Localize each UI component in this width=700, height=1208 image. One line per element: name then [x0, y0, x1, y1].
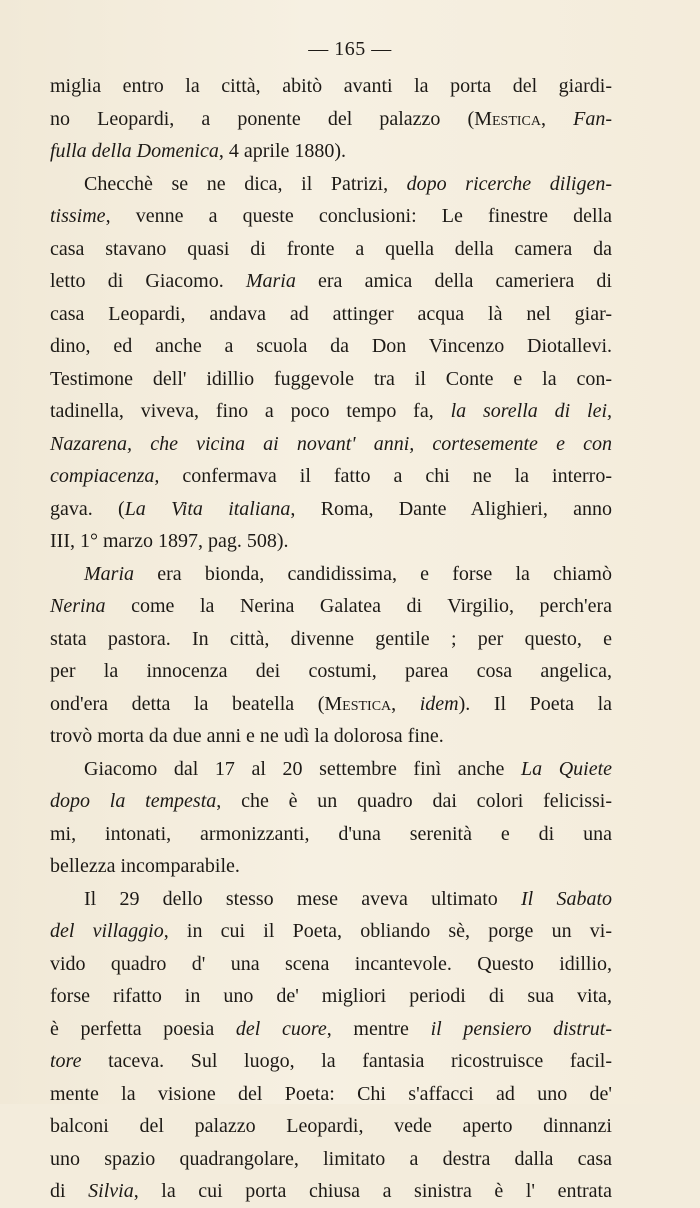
text-run: la sorella di lei,: [450, 400, 613, 422]
text-run: è perfetta poesia: [50, 1017, 236, 1040]
text-run: , Roma, Dante Alighieri, anno: [290, 497, 612, 520]
text-line: [50, 428, 612, 461]
text-line: [50, 688, 612, 721]
text-line: [50, 265, 612, 298]
text-run: , in cui il Poeta, obliando sè, porge un vi-: [163, 920, 612, 942]
text-run: del villaggio: [50, 920, 164, 942]
text-run: , la cui porta chiusa a sinistra è l' entrata: [133, 1180, 612, 1202]
text-run: ,: [541, 107, 574, 130]
text-line: [50, 753, 612, 786]
text-run: ). Il Poeta la: [458, 692, 613, 715]
text-line: [50, 298, 612, 331]
text-line: [50, 135, 612, 168]
text-line: [50, 980, 612, 1013]
text-line: [50, 395, 612, 428]
text-run: come la Nerina Galatea di Virgilio, perch'era: [105, 595, 612, 617]
text-line: [50, 1045, 612, 1078]
text-run: Mestica: [474, 107, 541, 130]
text-line: [50, 948, 612, 981]
text-line: [50, 70, 612, 103]
text-run: il pensiero distrut-: [430, 1017, 612, 1040]
text-run: La Quiete: [520, 757, 612, 780]
text-run: era bionda, candidissima, e forse la chiamò: [134, 562, 612, 585]
text-run: Il Sabato: [521, 887, 613, 910]
text-run: Maria: [84, 562, 134, 585]
text-run: Mestica: [324, 692, 392, 715]
text-run: del cuore: [235, 1017, 327, 1040]
text-line: [50, 850, 612, 883]
text-run: , che è un quadro dai colori felicissi-: [216, 790, 612, 812]
text-run: confermava il fatto a chi ne la interro-: [159, 465, 612, 487]
text-line: [50, 460, 612, 493]
text-line: [50, 1013, 612, 1046]
text-run: idem: [419, 692, 459, 715]
text-run: gava. (: [50, 497, 125, 520]
text-line: [50, 330, 612, 363]
text-line: [50, 363, 612, 396]
text-line: [50, 1110, 612, 1143]
text-run: Il 29 dello stesso mese aveva ultimato: [84, 887, 521, 910]
text-line: [50, 818, 612, 851]
text-run: Maria: [245, 270, 296, 292]
text-run: ,: [391, 692, 420, 715]
text-run: era amica della cameriera di: [295, 270, 612, 292]
page-number: — 165 —: [308, 38, 392, 60]
text-line: [50, 1143, 612, 1176]
text-line: [50, 1175, 612, 1208]
text-line: [50, 785, 612, 818]
text-line: [50, 493, 612, 526]
text-run: casa Leopardi, andava ad attinger acqua là nel giar-: [50, 302, 612, 325]
text-line: [50, 655, 612, 688]
text-line: [50, 1078, 612, 1111]
text-run: tore: [50, 1050, 82, 1072]
text-run: Testimone dell' idillio fuggevole tra il Conte e la con-: [50, 367, 612, 390]
text-line: [50, 915, 612, 948]
text-run: Checchè se ne dica, il Patrizi,: [84, 172, 407, 195]
text-run: stata pastora. In città, divenne gentile ; per questo, e: [50, 627, 612, 650]
text-run: uno spazio quadrangolare, limitato a destra dalla casa: [50, 1147, 612, 1170]
text-run: miglia entro la città, abitò avanti la porta del giardi-: [50, 75, 612, 97]
text-run: balconi del palazzo Leopardi, vede aperto dinnanzi: [50, 1115, 612, 1137]
text-run: Giacomo dal 17 al 20 settembre finì anche: [84, 757, 521, 780]
text-run: vido quadro d' una scena incantevole. Questo idillio,: [50, 952, 612, 975]
text-line: [50, 883, 612, 916]
text-run: letto di Giacomo.: [50, 270, 246, 292]
text-run: forse rifatto in uno de' migliori periodi di sua vita,: [50, 985, 612, 1007]
body-text: [50, 70, 612, 1208]
text-run: , 4 aprile 1880).: [218, 140, 347, 162]
text-run: , mentre: [326, 1017, 431, 1040]
text-line: [50, 623, 612, 656]
text-run: Silvia: [88, 1180, 134, 1202]
text-run: casa stavano quasi di fronte a quella della camera da: [50, 237, 612, 260]
text-line: [50, 525, 612, 558]
text-run: ond'era detta la beatella (: [50, 692, 325, 715]
text-run: mente la visione del Poeta: Chi s'affacci ad uno de': [50, 1082, 612, 1105]
text-run: III, 1° marzo 1897, pag. 508).: [50, 530, 289, 552]
text-line: [50, 168, 612, 201]
text-run: di: [50, 1180, 89, 1202]
text-run: compiacenza,: [50, 465, 160, 487]
text-run: Nerina: [50, 595, 106, 617]
text-run: taceva. Sul luogo, la fantasia ricostruisce facil-: [81, 1050, 612, 1072]
text-run: Fan-: [573, 107, 612, 130]
text-run: trovò morta da due anni e ne udì la dolorosa fine.: [50, 725, 444, 747]
text-run: dopo ricerche diligen-: [406, 172, 612, 195]
text-run: dopo la tempesta: [50, 790, 217, 812]
text-line: [50, 720, 612, 753]
text-line: [50, 233, 612, 266]
text-run: La Vita italiana: [124, 497, 291, 520]
text-run: per la innocenza dei costumi, parea cosa angelica,: [50, 660, 612, 682]
text-run: tissime: [50, 205, 106, 227]
text-run: dino, ed anche a scuola da Don Vincenzo Diotallevi.: [50, 335, 612, 357]
text-run: , venne a queste conclusioni: Le finestre della: [105, 205, 612, 227]
text-run: tadinella, viveva, fino a poco tempo fa,: [50, 400, 451, 422]
text-line: [50, 200, 612, 233]
text-line: [50, 590, 612, 623]
text-run: fulla della Domenica: [50, 140, 219, 162]
text-run: mi, intonati, armonizzanti, d'una serenità e di una: [50, 822, 612, 845]
text-run: no Leopardi, a ponente del palazzo (: [50, 107, 475, 130]
text-run: Nazarena, che vicina ai novant' anni, cortesemente e con: [50, 432, 612, 455]
text-line: [50, 103, 612, 136]
text-run: bellezza incomparabile.: [50, 855, 240, 877]
text-line: [50, 558, 612, 591]
